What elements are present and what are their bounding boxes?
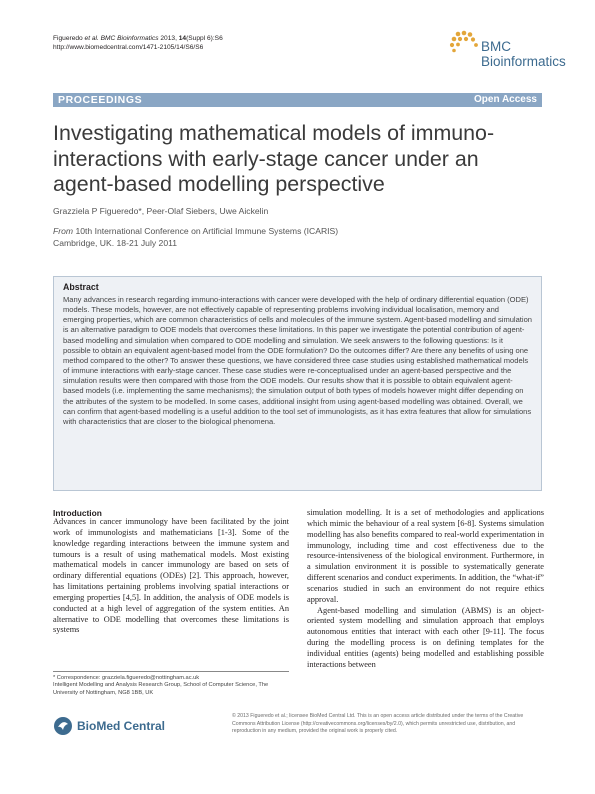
citation-line: Figueredo et al. BMC Bioinformatics 2013, 14(Suppl 6):S6 xyxy=(53,35,223,42)
abstract-heading: Abstract xyxy=(63,282,99,292)
article-title: Investigating mathematical models of immuno-interactions with early-stage cancer under an agent-based modelling perspective xyxy=(53,121,495,196)
intro-left-column: Advances in cancer immunology have been facilitated by the joint work of immunologists and mathematicians [1-3]. Some of the knowledge regarding interactions between the immune system and tumours is a result of using mathematical models. Most existing mathematical models in cancer immunology are based on sets of ordinary differential equations (ODEs) [2]. This approach, however, has limitations pertaining problems involving spatial interactions or emerging properties [4,5]. In addition, the analysis of ODE models is conducted at a high level of aggregation of the system entities. An alternative to ODE modelling that overcomes these limitations is systems xyxy=(53,517,289,635)
correspondence-email[interactable]: * Correspondence: grazziela.figueredo@nottingham.ac.uk xyxy=(53,675,200,681)
publisher-name: BioMed Central xyxy=(77,719,166,733)
bmc-bioinformatics-logo xyxy=(446,30,566,78)
affiliation: Intelligent Modelling and Analysis Research Group, School of Computer Science, The University of Nottingham, NG8 1BB, UK xyxy=(53,682,269,696)
biomed-central-icon xyxy=(53,716,73,736)
author-list: Grazziela P Figueredo*, Peer-Olaf Siebers, Uwe Aickelin xyxy=(53,206,269,216)
logo-line1: BMC xyxy=(481,39,511,54)
from-prefix: From xyxy=(53,226,74,236)
footnote-divider xyxy=(53,671,289,672)
logo-dots-icon xyxy=(446,30,480,56)
biomed-central-logo xyxy=(53,716,173,738)
conference-place-date: Cambridge, UK. 18-21 July 2011 xyxy=(53,237,178,248)
open-access-label: Open Access xyxy=(474,94,537,105)
right-paragraph-2: Agent-based modelling and simulation (ABMS) is an object-oriented system modelling and simulation approach that employs autonomous entities that interact with each other [9-11]. The focus during the modelling process is on defining templates for the individual entities (agents) being modelled and establishing possible interactions between xyxy=(307,605,544,669)
article-url[interactable]: http://www.biomedcentral.com/1471-2105/14/S6/S6 xyxy=(53,44,204,51)
intro-right-column xyxy=(307,508,544,671)
banner-section-label: PROCEEDINGS xyxy=(58,94,143,106)
license-text: © 2013 Figueredo et al.; licensee BioMed Central Ltd. This is an open access article distributed under the terms of the Creative Commons Attribution License (http://creativecommons.org/licenses/by/2.0), which permits unrestricted use, distribution, and reproduction in any medium, provided the original work is properly cited. xyxy=(232,713,524,735)
conference-name: 10th International Conference on Artificial Immune Systems (ICARIS) xyxy=(73,226,339,236)
correspondence-footnote xyxy=(53,675,289,697)
logo-line2: Bioinformatics xyxy=(481,54,566,69)
right-paragraph-1: simulation modelling. It is a set of methodologies and applications which mimic the behaviour of a real system [6-8]. Systems simulation modelling has also benefits compared to real-world experimentation in immunology, including time and cost effectiveness due to the resource-intensiveness of the biological environment. Furthermore, in a simulation environment it is possible to systematically generate different scenarios and conduct experiments. In addition, the “what-if” scenarios studied in such an environment do not require ethics approval. xyxy=(307,508,544,604)
conference-source xyxy=(53,226,338,249)
abstract-text: Many advances in research regarding immuno-interactions with cancer were developed with the help of ordinary differential equation (ODE) models. These models, however, are not effectively capable of representing problems involving individual localisation, memory and emerging properties, which are common characteristics of cells and molecules of the immune system. Agent-based modelling and simulation is an alternative paradigm to ODE models that overcomes these limitations. In this paper we investigate the potential contribution of agent-based modelling and simulation when compared to ODE modelling and simulation. We seek answers to the following questions: Is it possible to obtain an equivalent agent-based model from the ODE formulation? Do the outcomes differ? Are there any benefits of using one method compared to the other? To answer these questions, we have considered three case studies using established mathematical models of immune interactions with early-stage cancer. These case studies were re-conceptualised under an agent-based perspective and the simulation results were then compared with those from the ODE models. Our results show that it is possible to obtain equivalent agent-based models (i.e. implementing the same mechanisms); the simulation output of both types of models however might differ depending on the attributes of the system to be modelled. In some cases, additional insight from using agent-based modelling was obtained. Overall, we can confirm that agent-based modelling is a useful addition to the tool set of immunologists, as it has extra features that allow for simulations with characteristics that are closer to the biological phenomena. xyxy=(63,295,532,426)
header-citation xyxy=(53,34,223,52)
introduction-heading: Introduction xyxy=(53,508,102,518)
abstract-box xyxy=(53,276,542,491)
proceedings-banner xyxy=(53,93,542,107)
